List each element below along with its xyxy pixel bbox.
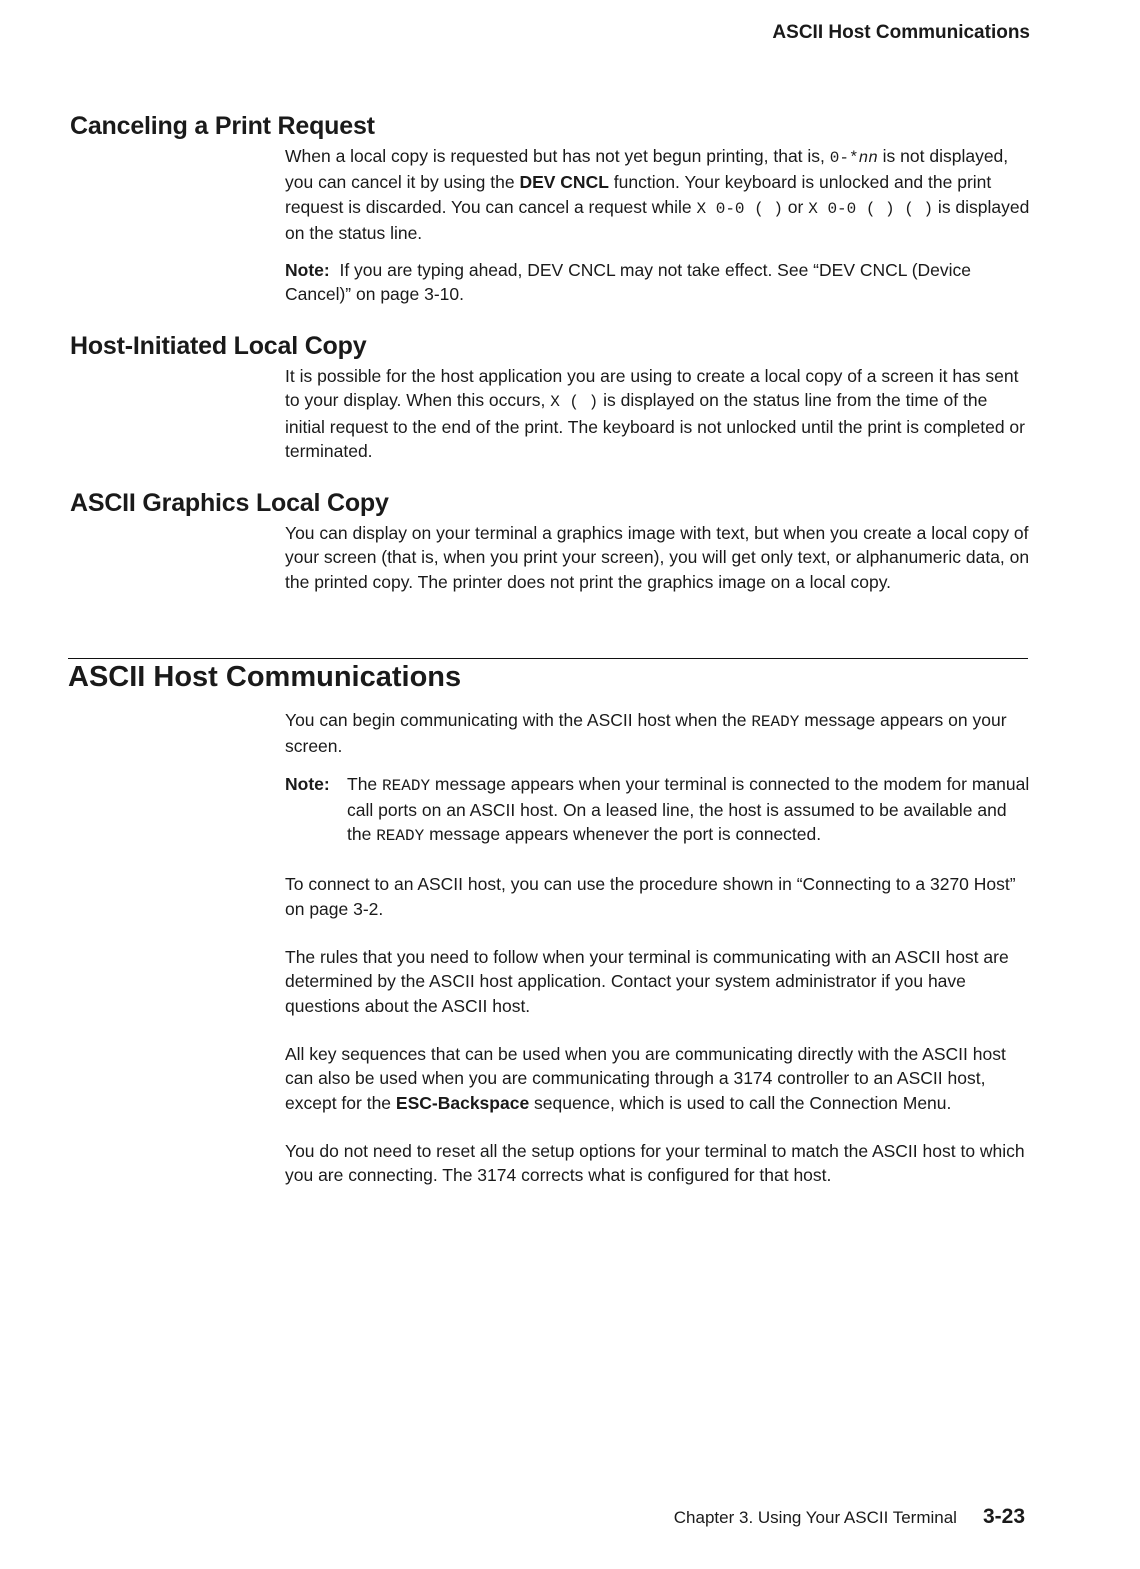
paragraph: It is possible for the host application you are using to create a local copy of a screen it has sent to your display. When this occurs, X ( ) is displayed on the status line from the time of the initial request to the end of the print. The keyboard is not unlocked until the print is completed or terminated. (285, 366, 1025, 461)
status-code: X 0-0 ( ) (696, 199, 783, 218)
status-code: X 0-0 ( ) ( ) (808, 199, 934, 218)
footer-chapter-label: Chapter 3. Using Your ASCII Terminal (673, 1508, 957, 1527)
paragraph: To connect to an ASCII host, you can use the procedure shown in “Connecting to a 3270 Host” on page 3-2. (285, 874, 1016, 919)
paragraph: When a local copy is requested but has not yet begun printing, that is, 0-*nn is not displayed, you can cancel it by using the DEV CNCL function. Your keyboard is unlocked and the print request is discarded. You can cancel a request while X 0-0 ( ) or X 0-0 ( ) ( ) is displayed on the status line. (285, 146, 1030, 243)
paragraph: The rules that you need to follow when your terminal is communicating with an ASCII host are determined by the ASCII host application. Contact your system administrator if you have questions about the ASCII host. (285, 947, 1009, 1016)
note (285, 772, 1030, 849)
status-code: 0-* (829, 149, 859, 167)
section-body-host-initiated (285, 364, 1030, 476)
key-sequence: ESC-Backspace (395, 1092, 530, 1113)
note-label: Note: (285, 773, 330, 794)
status-code: READY (376, 827, 425, 846)
paragraph: You do not need to reset all the setup options for your terminal to match the ASCII host to which you are connecting. The 3174 corrects what is configured for that host. (285, 1140, 1025, 1186)
page-number: 3-23 (982, 1505, 1025, 1528)
function-name: DEV CNCL (519, 172, 609, 193)
section-title-graphics: ASCII Graphics Local Copy (70, 489, 389, 517)
status-code: READY (751, 713, 800, 731)
note-label: Note: (285, 260, 330, 281)
status-code-variable: nn (858, 149, 878, 167)
page-footer (674, 1505, 1025, 1529)
section-title-canceling: Canceling a Print Request (70, 112, 375, 140)
section-body-canceling (285, 144, 1030, 320)
chapter-title: ASCII Host Communications (68, 661, 462, 693)
section-body-graphics (285, 521, 1030, 607)
paragraph: You can begin communicating with the ASCII host when the READY message appears on your screen. (285, 710, 1007, 757)
section-title-host-initiated: Host-Initiated Local Copy (70, 332, 367, 360)
chapter-body (285, 708, 1030, 1200)
note (285, 258, 1030, 307)
paragraph: All key sequences that can be used when you are communicating directly with the ASCII host can also be used when you are communicating through a 3174 controller to an ASCII host, except for the ESC-Backspace sequence, which is used to call the Connection Menu. (285, 1043, 1006, 1113)
status-code: X ( ) (550, 393, 599, 412)
paragraph: You can display on your terminal a graphics image with text, but when you create a local copy of your screen (that is, when you print your screen), you will get only text, or alphanumeric data, on the printed copy. The printer does not print the graphics image on a local copy. (285, 523, 1030, 592)
note-text: The READY message appears when your terminal is connected to the modem for manual call ports on an ASCII host. On a leased line, the host is assumed to be available and the READY message appears whenever the port is connected. (347, 773, 1030, 846)
chapter-rule (68, 658, 1028, 659)
status-code: READY (382, 776, 431, 795)
note-text: If you are typing ahead, DEV CNCL may not take effect. See “DEV CNCL (Device Cancel)” on page 3-10. (285, 260, 972, 305)
running-header: ASCII Host Communications (772, 22, 1030, 43)
